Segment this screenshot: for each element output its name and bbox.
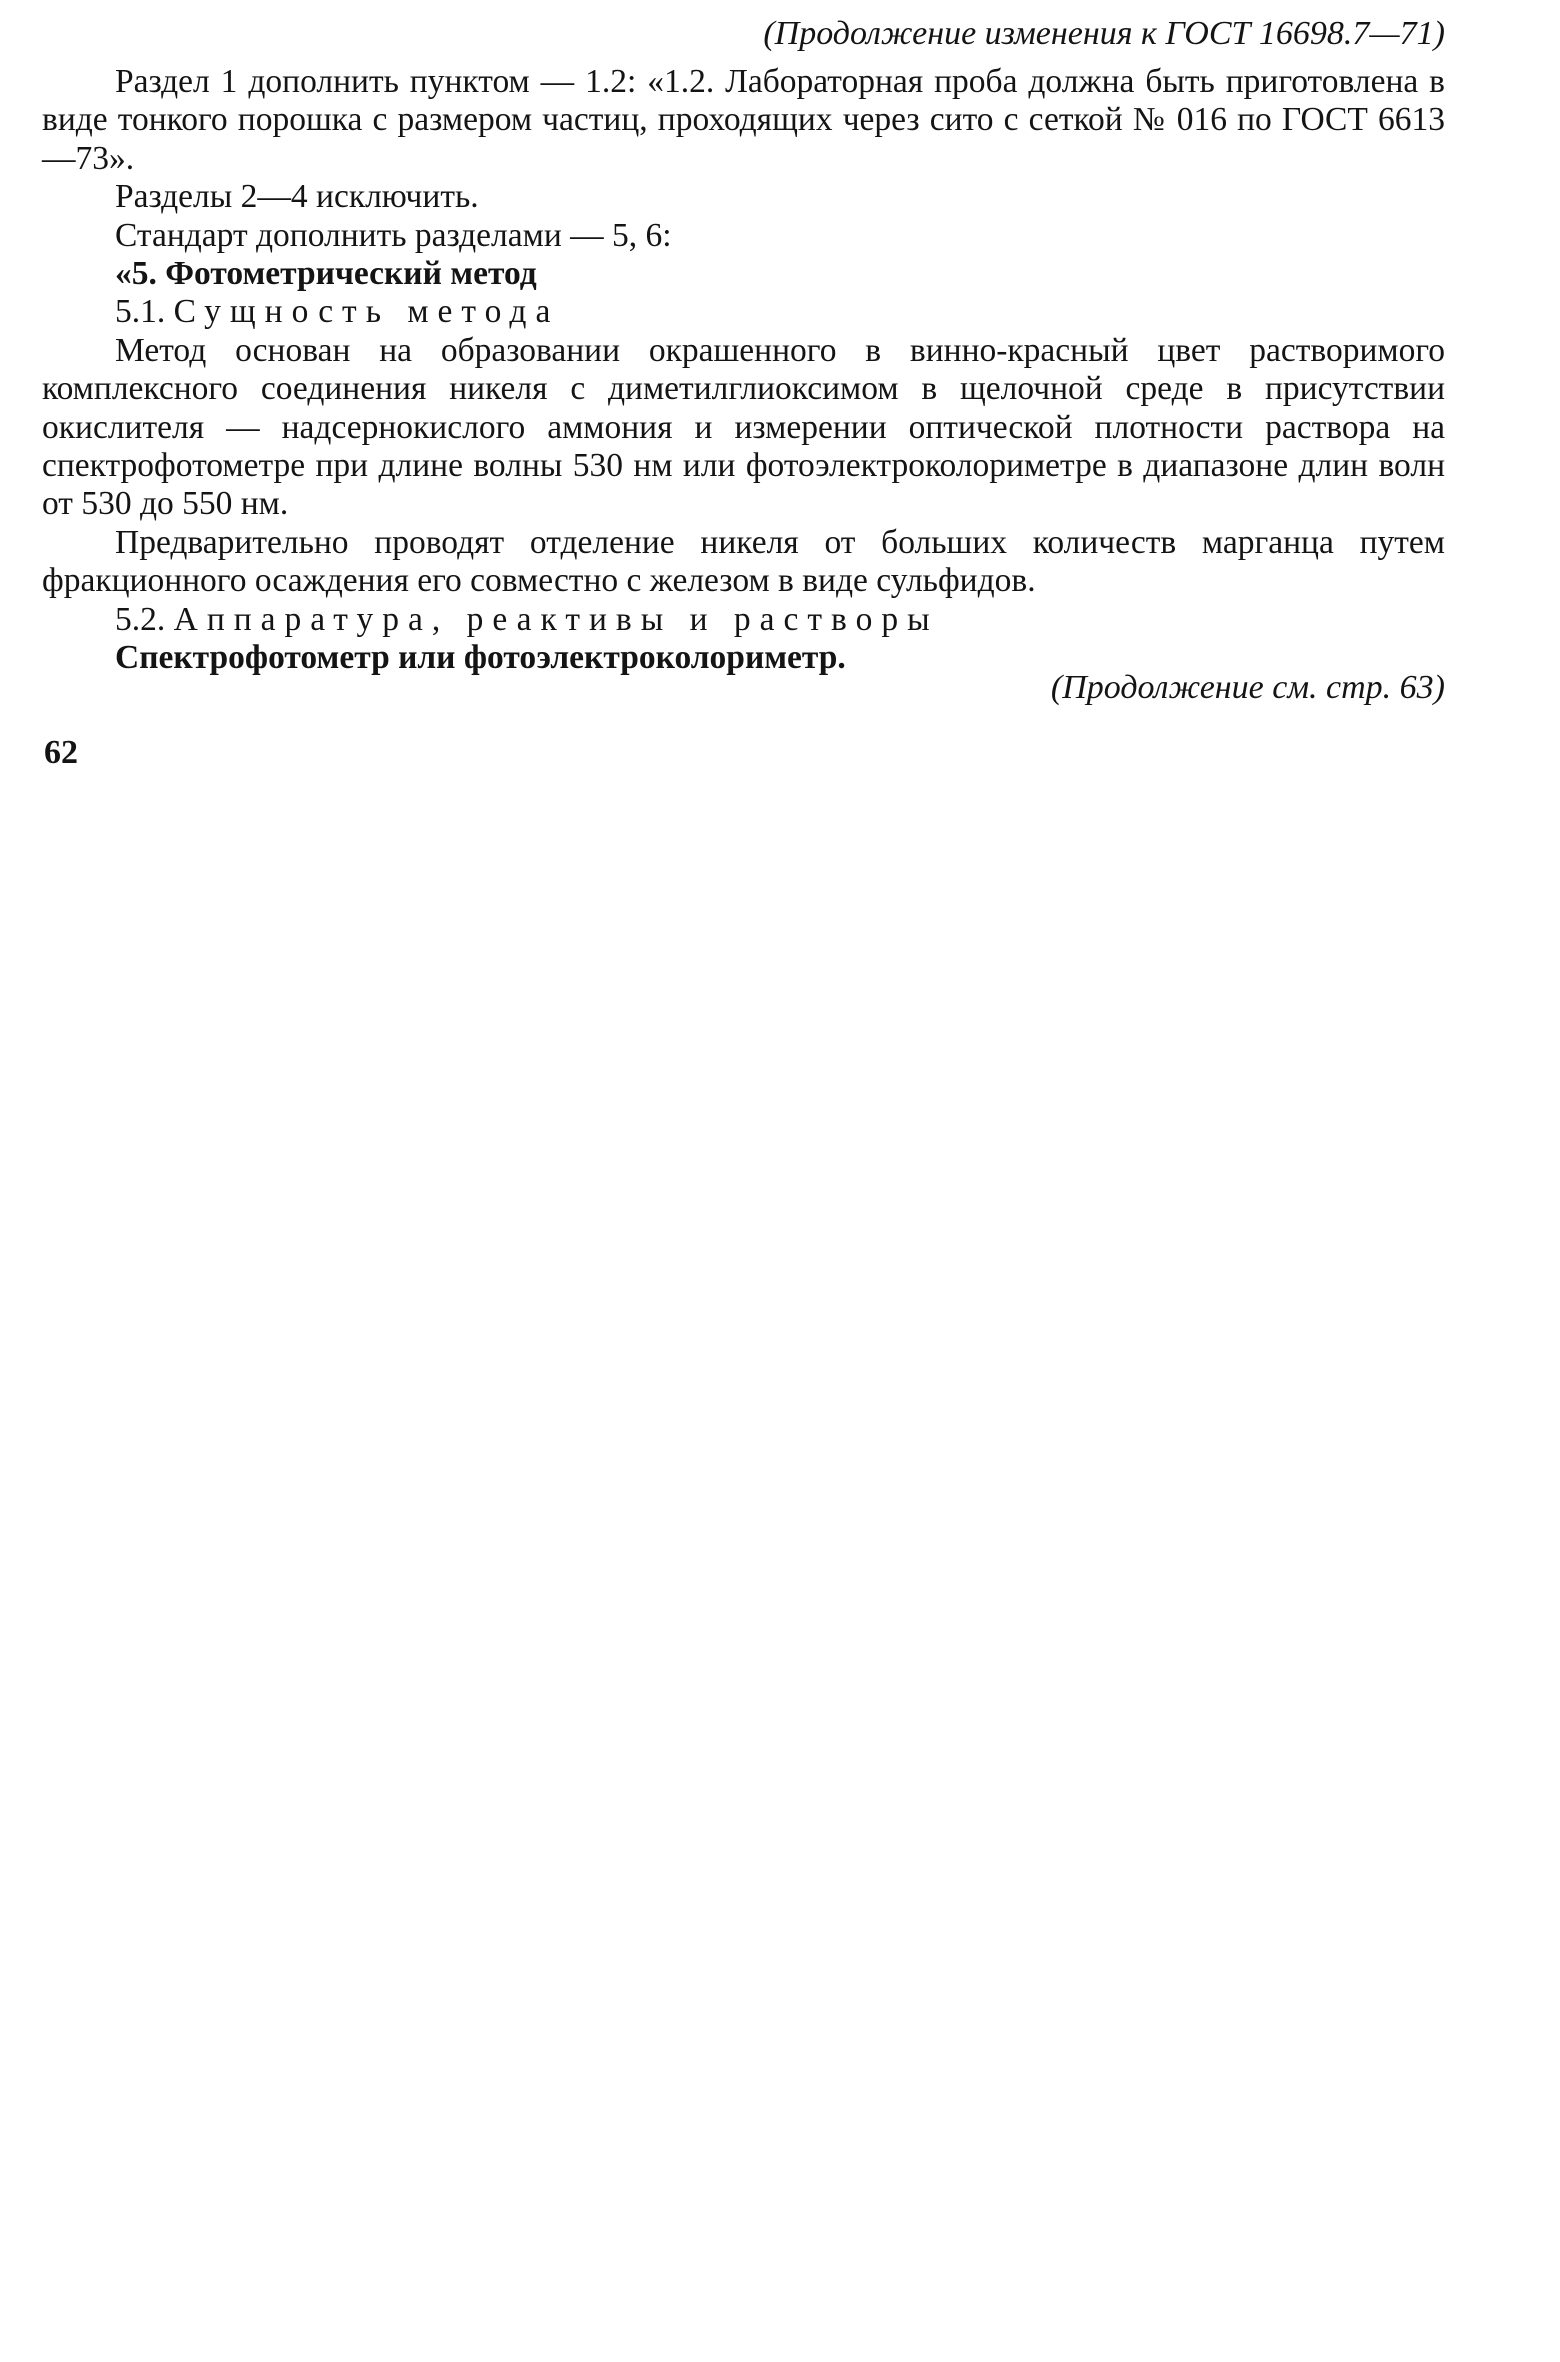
document-body — [42, 63, 1445, 678]
paragraph-nickel-separation: Предварительно проводят отделение никеля от больших количеств марганца путем фракционного осаждения его совместно с железом в виде сульфидов. — [42, 523, 1445, 600]
paragraph-equipment: Спектрофотометр или фотоэлектроколориметр. — [115, 639, 846, 677]
subsection-5-2-title: Аппаратура, реактивы и растворы — [173, 600, 939, 638]
subsection-5-2-number: 5.2. — [115, 600, 166, 638]
paragraph-method-description: Метод основан на образовании окрашенного в винно-красный цвет растворимого комплексного соединения никеля с диметилглиоксимом в щелочной среде в присутствии окислителя — надсернокислого аммония и измерении оптической плотности раствора на спектрофотометре при длине волны 530 нм или фотоэлектроколориметре в диапазоне длин волн от 530 до 550 нм. — [42, 331, 1445, 523]
page-number: 62 — [44, 734, 78, 771]
section-5-title: Фотометрический метод — [165, 255, 537, 293]
section-5-prefix: «5. — [115, 255, 157, 293]
subsection-5-1-heading — [42, 293, 1445, 331]
subsection-5-1-number: 5.1. — [115, 293, 166, 331]
paragraph-standard-addition: Стандарт дополнить разделами — 5, 6: — [115, 216, 672, 254]
page-header: (Продолжение изменения к ГОСТ 16698.7—71) — [763, 15, 1445, 52]
paragraph-section-1-addition: Раздел 1 дополнить пунктом — 1.2: «1.2. Лабораторная проба должна быть приготовлена в виде тонкого порошка с размером частиц, проходящих через сито с сеткой № 016 по ГОСТ 6613—73». — [42, 63, 1445, 177]
paragraph-sections-excluded: Разделы 2—4 исключить. — [115, 178, 479, 216]
subsection-5-2-heading — [42, 601, 1445, 639]
section-5-heading — [42, 255, 1445, 293]
continuation-note: (Продолжение см. стр. 63) — [1050, 669, 1445, 706]
subsection-5-1-title: Сущность метода — [173, 293, 560, 331]
